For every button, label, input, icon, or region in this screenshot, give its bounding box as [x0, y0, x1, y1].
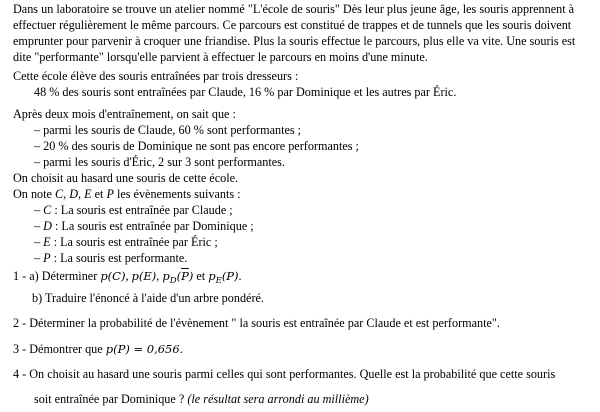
intro-paragraph: Dans un laboratoire se trouve un atelier nommé "L'école de souris" Dès leur plus jeune âge, les souris apprennent à effectuer régulièrement le même parcours. Ce parcours est constitué de trappes et de tunnels que les souris doivent emprunter pour parvenir à croquer une friandise. Plus la souris effectue le parcours, plus elle va vite. Une souris est dite "performante" lorsqu'elle parvient à effectuer le parcours en moins d'une minute.	[13, 2, 576, 64]
choice-line-1: On choisit au hasard une souris de cette école.	[13, 171, 239, 185]
rounding-note: (le résultat sera arrondi au millième)	[187, 392, 369, 406]
math-pe-p: $p_E(P)$	[208, 269, 239, 286]
training-item-dominique: – 20 % des souris de Dominique ne sont pas encore performantes ;	[34, 139, 359, 153]
training-item-claude: – parmi les souris de Claude, 60 % sont performantes ;	[34, 123, 302, 137]
event-definition-c: – C : La souris est entraînée par Claude ;	[34, 203, 233, 217]
school-line-2: 48 % des souris sont entraînées par Claude, 16 % par Dominique et les autres par Éric.	[34, 85, 457, 99]
question-4-line-2: soit entraînée par Dominique ? (le résultat sera arrondi au millième)	[34, 392, 369, 406]
math-pd-pbar: $p_D(\overline{P})$	[162, 269, 194, 286]
question-3: 3 - Démontrer que p(P) = 0,656.	[13, 342, 183, 356]
question-4-line-1: 4 - On choisit au hasard une souris parmi celles qui sont performantes. Quelle est la probabilité que cette souris	[13, 367, 556, 381]
event-definition-p: – P : La souris est performante.	[34, 251, 188, 265]
math-p-p-value: p(P) = 0,656	[105, 342, 180, 356]
event-definition-d: – D : La souris est entraînée par Dominique ;	[34, 219, 254, 233]
event-letter: D	[69, 187, 79, 201]
math-p-e: p(E)	[131, 269, 157, 283]
event-definition-e: – E : La souris est entraînée par Éric ;	[34, 235, 218, 249]
question-2: 2 - Déterminer la probabilité de l'évènement " la souris est entraînée par Claude et est performante".	[13, 316, 500, 330]
event-letter: P	[106, 187, 114, 201]
question-1a: 1 - a) Déterminer p(C), p(E), $p_D(\overline{P})$ et $p_E(P)$.	[13, 269, 242, 286]
school-line-1: Cette école élève des souris entraînées par trois dresseurs :	[13, 69, 299, 83]
choice-line-2: On note C, D, E et P les évènements suivants :	[13, 187, 241, 201]
question-1b: b) Traduire l'énoncé à l'aide d'un arbre pondéré.	[32, 291, 264, 305]
training-item-eric: – parmi les souris d'Éric, 2 sur 3 sont performantes.	[34, 155, 285, 169]
event-letter: E	[84, 187, 92, 201]
training-intro: Après deux mois d'entraînement, on sait que :	[13, 107, 236, 121]
event-letter: C	[54, 187, 64, 201]
math-p-c: p(C)	[100, 269, 126, 283]
